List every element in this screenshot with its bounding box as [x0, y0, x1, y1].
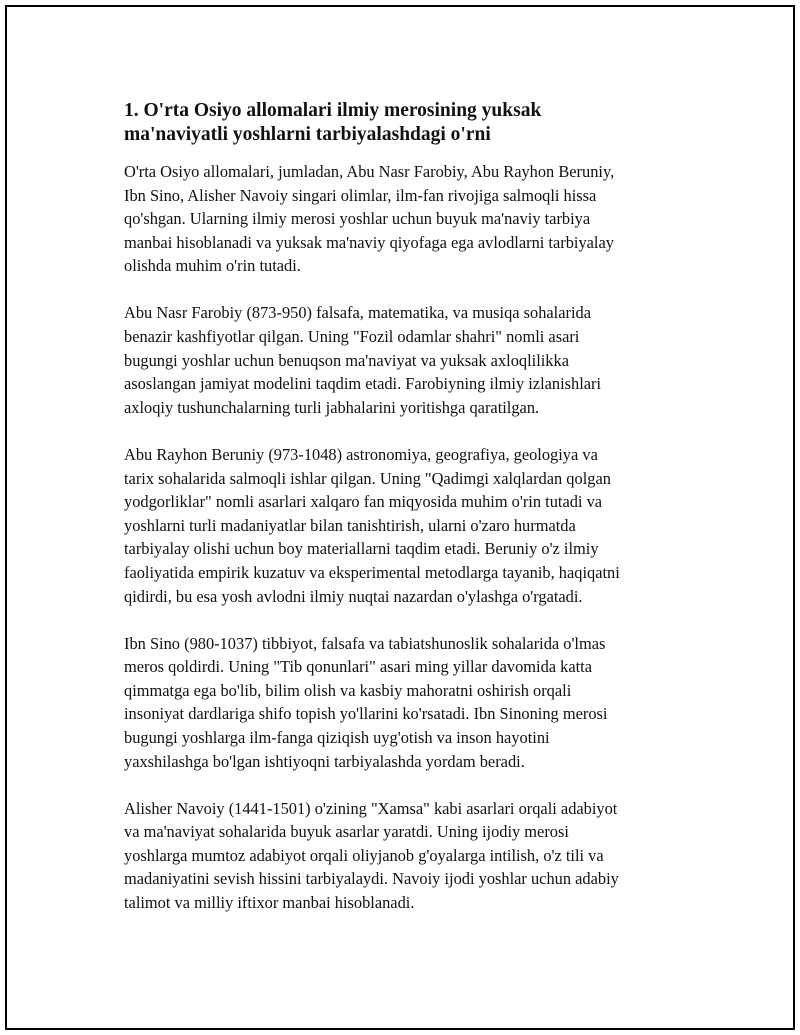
- text-line: qimmatga ega bo'lib, bilim olish va kasbiy mahoratni oshirish orqali: [124, 680, 572, 700]
- text-line: meros qoldirdi. Uning "Tib qonunlari" asari ming yillar davomida katta: [124, 657, 593, 677]
- text-line: asoslangan jamiyat modelini taqdim etadi. Farobiyning ilmiy izlanishlari: [124, 374, 602, 394]
- text-line: bugungi yoshlarga ilm-fanga qiziqish uyg'otish va inson hayotini: [124, 727, 550, 747]
- text-line: yoshlarni turli madaniyatlar bilan tanishtirish, ularni o'zaro hurmatda: [124, 515, 576, 535]
- text-line: O'rta Osiyo allomalari, jumladan, Abu Nasr Farobiy, Abu Rayhon Beruniy,: [124, 162, 615, 181]
- text-line: yoshlarga mumtoz adabiyot orqali oliyjanob g'oyalarga intilish, o'z tili va: [124, 845, 604, 865]
- document-content: [124, 99, 684, 915]
- text-line: qo'shgan. Ularning ilmiy merosi yoshlar uchun buyuk ma'naviy tarbiya: [124, 209, 591, 229]
- text-line: manbai hisoblanadi va yuksak ma'naviy qiyofaga ega avlodlarni tarbiyalay: [124, 232, 614, 252]
- text-line: qidirdi, bu esa yosh avlodni ilmiy nuqtai nazardan o'ylashga o'rgatadi.: [124, 586, 583, 606]
- paragraph-navoiy: [124, 797, 684, 915]
- text-line: insoniyat dardlariga shifo topish yo'llarini ko'rsatadi. Ibn Sinoning merosi: [124, 704, 608, 724]
- section-title-line: ma'naviyatli yoshlarni tarbiyalashdagi o'rni: [124, 124, 491, 145]
- text-line: benazir kashfiyotlar qilgan. Uning "Fozil odamlar shahri" nomli asari: [124, 327, 580, 347]
- text-line: olishda muhim o'rin tutadi.: [124, 256, 301, 276]
- text-line: madaniyatini sevish hissini tarbiyalaydi. Navoiy ijodi yoshlar uchun adabiy: [124, 869, 619, 889]
- text-line: va ma'naviyat sohalarida buyuk asarlar yaratdi. Uning ijodiy merosi: [124, 822, 569, 842]
- paragraph-beruniy: [124, 443, 684, 608]
- text-line: Abu Rayhon Beruniy (973-1048) astronomiya, geografiya, geologiya va: [124, 444, 598, 464]
- text-line: bugungi yoshlar uchun benuqson ma'naviyat va yuksak axloqlilikka: [124, 350, 569, 370]
- text-line: Alisher Navoiy (1441-1501) o'zining "Xamsa" kabi asarlari orqali adabiyot: [124, 798, 618, 818]
- page-frame: [5, 5, 795, 1030]
- section-title: [124, 99, 684, 147]
- text-line: Abu Nasr Farobiy (873-950) falsafa, matematika, va musiqa sohalarida: [124, 303, 591, 323]
- text-line: faoliyatida empirik kuzatuv va eksperimental metodlarga tayanib, haqiqatni: [124, 562, 620, 582]
- text-line: tarbiyalay olishi uchun boy materiallarni taqdim etadi. Beruniy o'z ilmiy: [124, 539, 599, 559]
- text-line: talimot va milliy iftixor manbai hisoblanadi.: [124, 893, 415, 913]
- text-line: yaxshilashga bo'lgan ishtiyoqni tarbiyalashda yordam beradi.: [124, 751, 525, 771]
- paragraph-ibn-sino: [124, 632, 684, 774]
- paragraph-farobiy: [124, 301, 684, 419]
- section-title-line: 1. O'rta Osiyo allomalari ilmiy merosining yuksak: [124, 100, 542, 121]
- text-line: yodgorliklar" nomli asarlari xalqaro fan miqyosida muhim o'rin tutadi va: [124, 492, 603, 512]
- text-line: Ibn Sino, Alisher Navoiy singari olimlar, ilm-fan rivojiga salmoqli hissa: [124, 185, 597, 205]
- text-line: axloqiy tushunchalarning turli jabhalarini yoritishga qaratilgan.: [124, 397, 540, 417]
- text-line: tarix sohalarida salmoqli ishlar qilgan. Uning "Qadimgi xalqlardan qolgan: [124, 468, 611, 488]
- paragraph-intro: [124, 160, 684, 278]
- text-line: Ibn Sino (980-1037) tibbiyot, falsafa va tabiatshunoslik sohalarida o'lmas: [124, 633, 606, 653]
